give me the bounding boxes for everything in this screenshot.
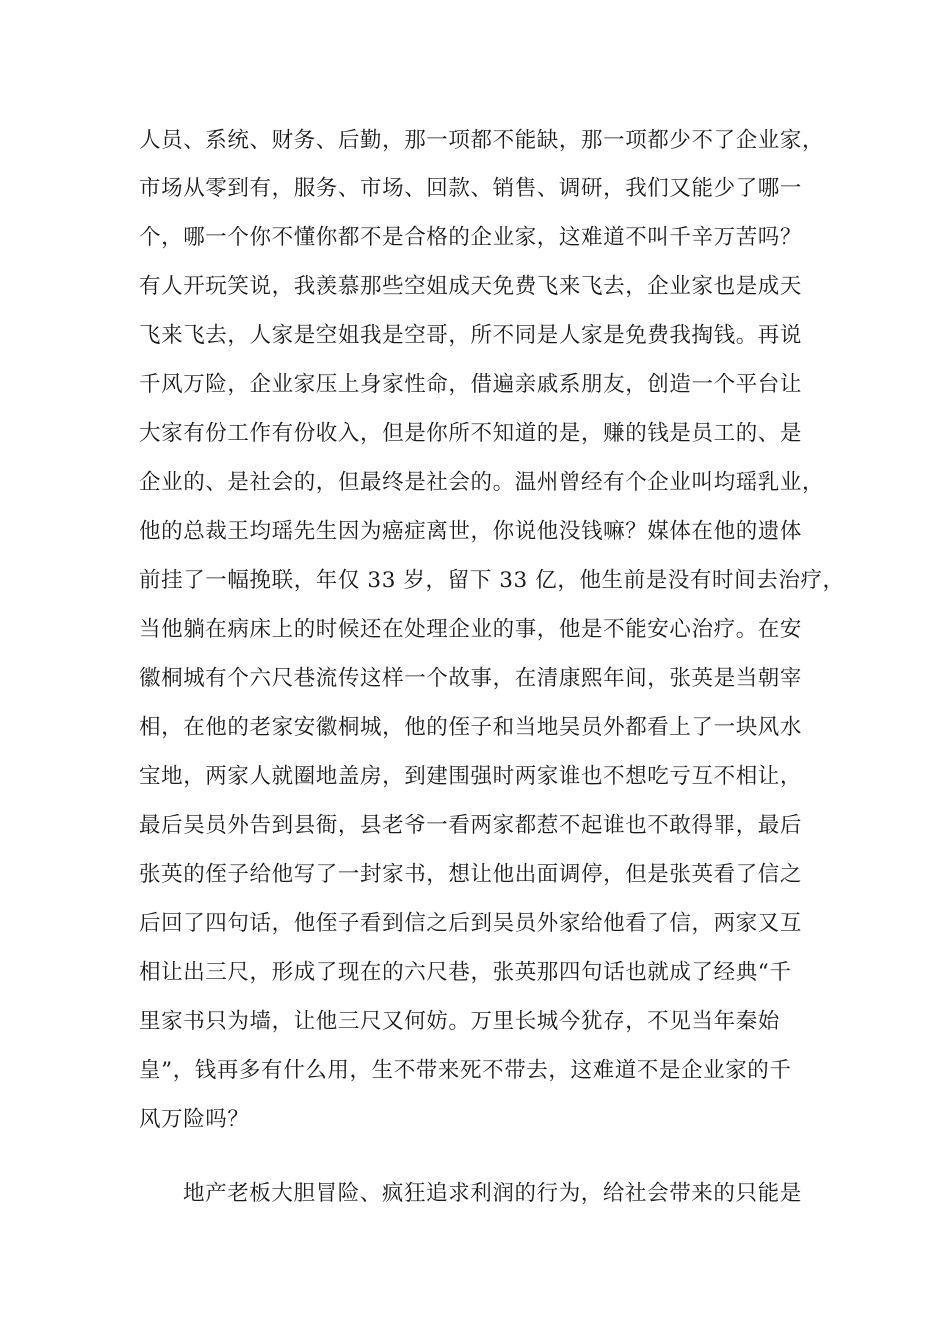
body-text-line: 徽桐城有个六尺巷流传这样一个故事，在清康熙年间，张英是当朝宰 xyxy=(139,666,803,691)
body-text-line: 相让出三尺，形成了现在的六尺巷，张英那四句话也就成了经典“千 xyxy=(139,960,792,985)
body-text-line: 人员、系统、财务、后勤，那一项都不能缺，那一项都少不了企业家， xyxy=(139,128,825,153)
body-text-line: 前挂了一幅挽联，年仅 33 岁，留下 33 亿，他生前是没有时间去治疗， xyxy=(139,568,845,593)
paragraph-first-line: 地产老板大胆冒险、疯狂追求利润的行为，给社会带来的只能是 xyxy=(183,1181,802,1206)
body-text-line: 皇”，钱再多有什么用，生不带来死不带去，这难道不是企业家的千 xyxy=(139,1058,792,1083)
body-text-line: 后回了四句话，他侄子看到信之后到吴员外家给他看了信，两家又互 xyxy=(139,911,803,936)
body-text-line: 飞来飞去，人家是空姐我是空哥，所不同是人家是免费我掏钱。再说 xyxy=(139,323,803,348)
body-text-line: 当他躺在病床上的时候还在处理企业的事，他是不能安心治疗。在安 xyxy=(139,617,803,642)
body-text-line: 张英的侄子给他写了一封家书，想让他出面调停，但是张英看了信之 xyxy=(139,862,803,887)
body-text-line: 他的总裁王均瑶先生因为癌症离世，你说他没钱嘛？媒体在他的遗体 xyxy=(139,519,803,544)
body-text-line: 最后吴员外告到县衙，县老爷一看两家都惹不起谁也不敢得罪，最后 xyxy=(139,813,803,838)
body-text-line: 企业的、是社会的，但最终是社会的。温州曾经有个企业叫均瑶乳业， xyxy=(139,470,825,495)
body-text-line: 风万险吗？ xyxy=(139,1107,250,1132)
body-text-line: 市场从零到有，服务、市场、回款、销售、调研，我们又能少了哪一 xyxy=(139,176,803,201)
body-text-line: 个，哪一个你不懂你都不是合格的企业家，这难道不叫千辛万苦吗？ xyxy=(139,225,803,250)
body-text-line: 千风万险，企业家压上身家性命，借遍亲戚系朋友，创造一个平台让 xyxy=(139,372,803,397)
body-text-line: 大家有份工作有份收入，但是你所不知道的是，赚的钱是员工的、是 xyxy=(139,421,803,446)
body-text-line: 宝地，两家人就圈地盖房，到建围强时两家谁也不想吃亏互不相让， xyxy=(139,764,803,789)
body-text-line: 相，在他的老家安徽桐城，他的侄子和当地吴员外都看上了一块风水 xyxy=(139,715,803,740)
body-text-line: 里家书只为墙，让他三尺又何妨。万里长城今犹存，不见当年秦始 xyxy=(139,1009,780,1034)
body-text-line: 有人开玩笑说，我羡慕那些空姐成天免费飞来飞去，企业家也是成天 xyxy=(139,274,803,299)
